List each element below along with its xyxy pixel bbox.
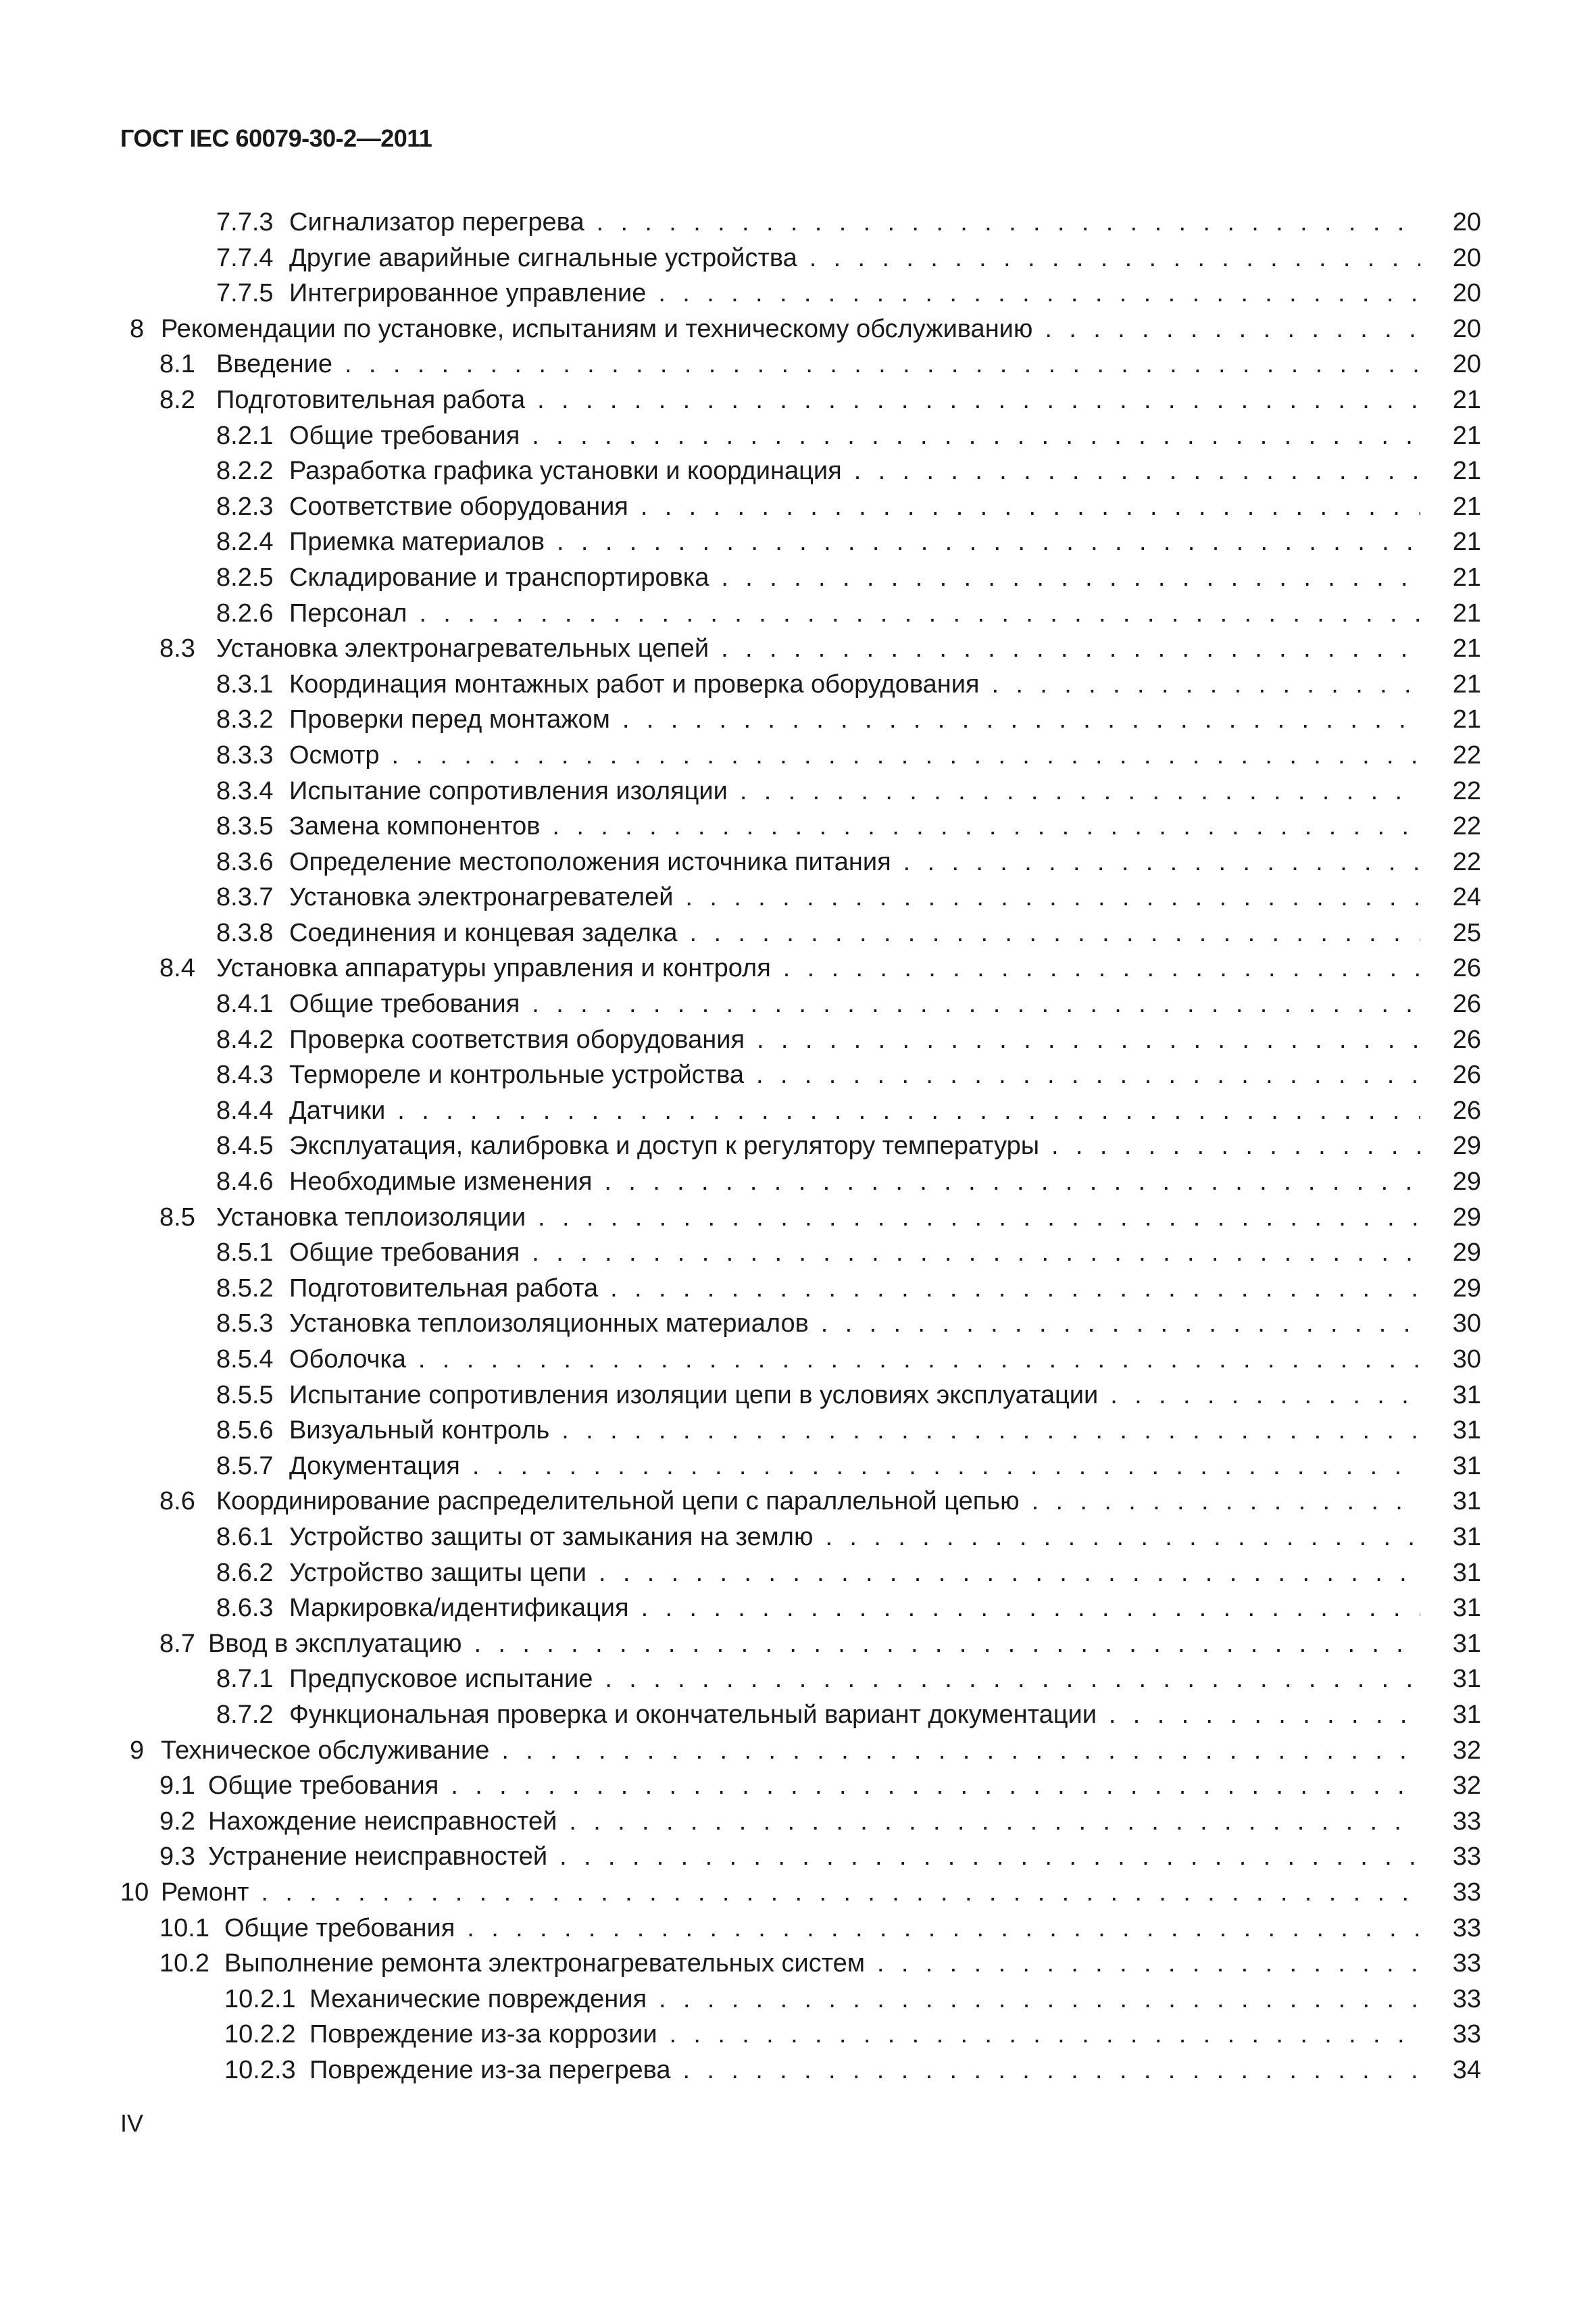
toc-section-title: Общие требования . . . — [289, 418, 1420, 454]
toc-row[interactable] — [115, 845, 1481, 880]
toc-section-number: 8.2.1 — [216, 421, 274, 450]
toc-section-title: Испытание сопротивления изоляции цепи в условиях эксплуатации . . . — [289, 1378, 1420, 1413]
toc-section-title: Повреждение из-за коррозии . . . — [309, 2017, 1420, 2053]
toc-section-title: Маркировка/идентификация . . . — [289, 1590, 1420, 1626]
toc-row[interactable] — [115, 1733, 1481, 1769]
toc-section-number: 8.4.3 — [216, 1061, 274, 1090]
toc-page-number: 31 — [1452, 1451, 1481, 1480]
toc-section-number: 8.4.4 — [216, 1096, 274, 1125]
toc-section-number: 8.5.2 — [216, 1274, 274, 1303]
toc-page-number: 22 — [1452, 776, 1481, 805]
toc-section-number: 8.4.6 — [216, 1167, 274, 1197]
toc-section-title: Подготовительная работа . . . — [289, 1271, 1420, 1307]
toc-page-number: 25 — [1452, 918, 1481, 947]
toc-row[interactable] — [115, 1093, 1481, 1129]
toc-row[interactable] — [115, 1626, 1481, 1662]
toc-page-number: 33 — [1452, 1984, 1481, 2013]
toc-section-title: Оболочка . . . — [289, 1342, 1420, 1378]
toc-row[interactable] — [115, 2017, 1481, 2053]
toc-row[interactable] — [115, 809, 1481, 845]
toc-page-number: 30 — [1452, 1345, 1481, 1374]
toc-page-number: 21 — [1452, 528, 1481, 557]
toc-row[interactable] — [115, 1875, 1481, 1911]
toc-page-number: 26 — [1452, 1061, 1481, 1090]
toc-section-title: Установка теплоизоляционных материалов . . . — [289, 1306, 1420, 1342]
toc-row[interactable] — [115, 738, 1481, 774]
toc-page-number: 21 — [1452, 563, 1481, 592]
toc-row[interactable] — [115, 1555, 1481, 1591]
toc-section-title: Предпусковое испытание . . . — [289, 1661, 1420, 1697]
toc-section-title: Повреждение из-за перегрева . . . — [309, 2053, 1420, 2088]
toc-row[interactable] — [115, 524, 1481, 560]
toc-row[interactable] — [115, 1946, 1481, 1982]
toc-section-number: 7.7.4 — [216, 243, 274, 272]
toc-row[interactable] — [115, 1306, 1481, 1342]
toc-row[interactable] — [115, 951, 1481, 986]
toc-section-title: Рекомендации по установке, испытаниям и техническому обслуживанию . . . — [161, 311, 1420, 347]
toc-section-title: Соединения и концевая заделка . . . — [289, 915, 1420, 951]
toc-section-number: 8.7.1 — [216, 1665, 274, 1694]
toc-section-number: 7.7.3 — [216, 208, 274, 236]
toc-row[interactable] — [115, 702, 1481, 738]
toc-row[interactable] — [115, 1235, 1481, 1271]
toc-page-number: 31 — [1452, 1522, 1481, 1551]
toc-page-number: 29 — [1452, 1167, 1481, 1197]
toc-page-number: 31 — [1452, 1380, 1481, 1409]
toc-page-number: 29 — [1452, 1203, 1481, 1232]
toc-section-title: Установка электронагревателей . . . — [289, 880, 1420, 915]
toc-section-number: 8.3.1 — [216, 670, 274, 699]
toc-section-title: Необходимые изменения . . . — [289, 1164, 1420, 1200]
toc-section-number: 8.6.3 — [216, 1594, 274, 1623]
toc-row[interactable] — [115, 1519, 1481, 1555]
toc-section-title: Нахождение неисправностей . . . — [208, 1804, 1420, 1840]
toc-section-title: Механические повреждения . . . — [309, 1982, 1420, 2017]
toc-row[interactable] — [115, 1911, 1481, 1946]
toc-section-number: 8.3.4 — [216, 776, 274, 805]
toc-section-title: Датчики . . . — [289, 1093, 1420, 1129]
toc-row[interactable] — [115, 667, 1481, 703]
toc-page-number: 21 — [1452, 670, 1481, 699]
toc-row[interactable] — [115, 1449, 1481, 1484]
toc-section-number: 8.2.5 — [216, 563, 274, 592]
toc-row[interactable] — [115, 205, 1481, 241]
toc-section-number: 8.3 — [159, 634, 195, 663]
toc-section-title: Разработка графика установки и координация . . . — [289, 453, 1420, 489]
toc-row[interactable] — [115, 276, 1481, 311]
toc-section-number: 8.3.7 — [216, 883, 274, 912]
toc-section-title: Общие требования . . . — [224, 1911, 1420, 1946]
toc-page-number: 20 — [1452, 350, 1481, 379]
page-number: IV — [120, 2109, 144, 2137]
toc-section-number: 8.6.1 — [216, 1522, 274, 1551]
toc-row[interactable] — [115, 347, 1481, 382]
toc-row[interactable] — [115, 1697, 1481, 1733]
toc-section-number: 8.1 — [159, 350, 195, 379]
toc-section-title: Проверка соответствия оборудования . . . — [289, 1022, 1420, 1058]
toc-row[interactable] — [115, 1200, 1481, 1236]
toc-row[interactable] — [115, 1057, 1481, 1093]
toc-page-number: 21 — [1452, 457, 1481, 486]
toc-page-number: 31 — [1452, 1629, 1481, 1658]
toc-page-number: 32 — [1452, 1736, 1481, 1765]
toc-section-number: 8.5.1 — [216, 1238, 274, 1267]
toc-section-number: 8.3.2 — [216, 705, 274, 734]
toc-page-number: 33 — [1452, 1878, 1481, 1907]
toc-row[interactable] — [115, 241, 1481, 276]
toc-section-title: Установка теплоизоляции . . . — [216, 1200, 1420, 1236]
toc-page-number: 21 — [1452, 634, 1481, 663]
toc-row[interactable] — [115, 1590, 1481, 1626]
toc-row[interactable] — [115, 1342, 1481, 1378]
toc-section-title: Подготовительная работа . . . — [216, 382, 1420, 418]
toc-section-title: Ремонт . . . — [161, 1875, 1420, 1911]
toc-section-number: 8.5.5 — [216, 1380, 274, 1409]
toc-section-title: Общие требования . . . — [289, 1235, 1420, 1271]
toc-section-title: Устройство защиты цепи . . . — [289, 1555, 1420, 1591]
toc-page-number: 29 — [1452, 1274, 1481, 1303]
toc-section-title: Персонал . . . — [289, 596, 1420, 632]
toc-section-number: 8.5 — [159, 1203, 195, 1232]
toc-page-number: 20 — [1452, 243, 1481, 272]
toc-page-number: 21 — [1452, 705, 1481, 734]
toc-section-number: 9 — [130, 1736, 145, 1765]
toc-section-number: 8.4.2 — [216, 1025, 274, 1054]
toc-row[interactable] — [115, 1128, 1481, 1164]
toc-row[interactable] — [115, 560, 1481, 596]
toc-section-number: 8.2.3 — [216, 492, 274, 521]
toc-page-number: 22 — [1452, 812, 1481, 841]
toc-section-title: Функциональная проверка и окончательный вариант документации . . . — [289, 1697, 1420, 1733]
toc-section-number: 9.3 — [159, 1842, 195, 1871]
toc-section-number: 8.5.3 — [216, 1309, 274, 1338]
toc-row[interactable] — [115, 596, 1481, 632]
toc-page-number: 31 — [1452, 1594, 1481, 1623]
toc-page-number: 34 — [1452, 2055, 1481, 2084]
toc-section-number: 8.2.4 — [216, 528, 274, 557]
toc-section-number: 8.3.5 — [216, 812, 274, 841]
toc-page-number: 26 — [1452, 1025, 1481, 1054]
toc-page-number: 29 — [1452, 1132, 1481, 1161]
toc-section-title: Координация монтажных работ и проверка оборудования . . . — [289, 667, 1420, 703]
toc-page-number: 33 — [1452, 2020, 1481, 2049]
toc-section-title: Координирование распределительной цепи с параллельной цепью . . . — [216, 1484, 1420, 1519]
toc-section-number: 8.4.1 — [216, 990, 274, 1019]
toc-section-title: Термореле и контрольные устройства . . . — [289, 1057, 1420, 1093]
toc-page-number: 22 — [1452, 740, 1481, 770]
toc-page-number: 33 — [1452, 1842, 1481, 1871]
toc-section-number: 8.4.5 — [216, 1132, 274, 1161]
toc-section-title: Складирование и транспортировка . . . — [289, 560, 1420, 596]
toc-section-number: 8.3.8 — [216, 918, 274, 947]
toc-section-number: 8.7.2 — [216, 1700, 274, 1729]
toc-page-number: 29 — [1452, 1238, 1481, 1267]
toc-section-number: 10.1 — [159, 1913, 209, 1942]
toc-section-number: 8.7 — [159, 1629, 195, 1658]
toc-section-title: Ввод в эксплуатацию . . . — [208, 1626, 1420, 1662]
toc-section-number: 10.2 — [159, 1949, 209, 1978]
toc-page-number: 31 — [1452, 1700, 1481, 1729]
toc-page-number: 20 — [1452, 208, 1481, 236]
document-header: ГОСТ IEC 60079-30-2—2011 — [120, 124, 432, 152]
toc-row[interactable] — [115, 631, 1481, 667]
toc-section-number: 9.1 — [159, 1771, 195, 1801]
toc-row[interactable] — [115, 1484, 1481, 1519]
toc-row[interactable] — [115, 1022, 1481, 1058]
toc-section-number: 8.4 — [159, 954, 195, 983]
toc-section-number: 10.2.3 — [224, 2055, 296, 2084]
toc-row[interactable] — [115, 1839, 1481, 1875]
toc-section-title: Эксплуатация, калибровка и доступ к регулятору температуры . . . — [289, 1128, 1420, 1164]
toc-page-number: 21 — [1452, 492, 1481, 521]
toc-row[interactable] — [115, 418, 1481, 454]
toc-row[interactable] — [115, 1661, 1481, 1697]
toc-section-title: Устранение неисправностей . . . — [208, 1839, 1420, 1875]
toc-page-number: 33 — [1452, 1913, 1481, 1942]
toc-row[interactable] — [115, 1768, 1481, 1804]
toc-page-number: 24 — [1452, 883, 1481, 912]
toc-section-number: 8.5.6 — [216, 1416, 274, 1445]
toc-page-number: 31 — [1452, 1416, 1481, 1445]
toc-row[interactable] — [115, 915, 1481, 951]
toc-row[interactable] — [115, 382, 1481, 418]
toc-section-title: Осмотр . . . — [289, 738, 1420, 774]
toc-page-number: 30 — [1452, 1309, 1481, 1338]
toc-page-number: 20 — [1452, 314, 1481, 343]
toc-row[interactable] — [115, 2053, 1481, 2088]
toc-section-title: Установка электронагревательных цепей . . . — [216, 631, 1420, 667]
toc-section-title: Соответствие оборудования . . . — [289, 489, 1420, 525]
toc-page-number: 31 — [1452, 1665, 1481, 1694]
toc-section-number: 8.5.4 — [216, 1345, 274, 1374]
toc-row[interactable] — [115, 1413, 1481, 1449]
toc-page-number: 21 — [1452, 385, 1481, 414]
toc-section-number: 8.6.2 — [216, 1558, 274, 1587]
toc-section-title: Интегрированное управление . . . — [289, 276, 1420, 311]
toc-section-number: 10.2.1 — [224, 1984, 296, 2013]
toc-section-title: Испытание сопротивления изоляции . . . — [289, 774, 1420, 809]
toc-section-number: 10.2.2 — [224, 2020, 296, 2049]
toc-section-title: Сигнализатор перегрева . . . — [289, 205, 1420, 241]
toc-page-number: 26 — [1452, 990, 1481, 1019]
toc-section-title: Общие требования . . . — [208, 1768, 1420, 1804]
toc-row[interactable] — [115, 986, 1481, 1022]
toc-section-number: 9.2 — [159, 1807, 195, 1836]
toc-row[interactable] — [115, 1982, 1481, 2017]
toc-section-title: Установка аппаратуры управления и контроля . . . — [216, 951, 1420, 986]
toc-page-number: 21 — [1452, 599, 1481, 628]
toc-row[interactable] — [115, 489, 1481, 525]
toc-section-title: Приемка материалов . . . — [289, 524, 1420, 560]
toc-page-number: 26 — [1452, 1096, 1481, 1125]
toc-section-title: Другие аварийные сигнальные устройства . . . — [289, 241, 1420, 276]
toc-section-number: 8.6 — [159, 1487, 195, 1516]
toc-page-number: 22 — [1452, 847, 1481, 876]
toc-section-number: 10 — [120, 1878, 149, 1907]
toc-page-number: 32 — [1452, 1771, 1481, 1801]
toc-row[interactable] — [115, 1378, 1481, 1413]
toc-section-title: Выполнение ремонта электронагревательных систем . . . — [224, 1946, 1420, 1982]
toc-page-number: 33 — [1452, 1949, 1481, 1978]
table-of-contents — [115, 205, 1481, 2088]
toc-row[interactable] — [115, 774, 1481, 809]
toc-section-title: Общие требования . . . — [289, 986, 1420, 1022]
toc-section-title: Введение . . . — [216, 347, 1420, 382]
toc-section-number: 8.2 — [159, 385, 195, 414]
toc-row[interactable] — [115, 1271, 1481, 1307]
toc-row[interactable] — [115, 1164, 1481, 1200]
toc-row[interactable] — [115, 1804, 1481, 1840]
toc-section-number: 8 — [130, 314, 145, 343]
toc-section-title: Документация . . . — [289, 1449, 1420, 1484]
toc-section-number: 8.3.6 — [216, 847, 274, 876]
toc-section-title: Устройство защиты от замыкания на землю . . . — [289, 1519, 1420, 1555]
toc-section-number: 8.2.2 — [216, 457, 274, 486]
toc-section-number: 7.7.5 — [216, 279, 274, 308]
toc-section-number: 8.2.6 — [216, 599, 274, 628]
toc-page-number: 31 — [1452, 1558, 1481, 1587]
toc-row[interactable] — [115, 880, 1481, 915]
toc-section-title: Техническое обслуживание . . . — [161, 1733, 1420, 1769]
toc-section-title: Определение местоположения источника питания . . . — [289, 845, 1420, 880]
toc-section-number: 8.5.7 — [216, 1451, 274, 1480]
toc-section-number: 8.3.3 — [216, 740, 274, 770]
toc-section-title: Проверки перед монтажом . . . — [289, 702, 1420, 738]
toc-section-title: Замена компонентов . . . — [289, 809, 1420, 845]
toc-page-number: 26 — [1452, 954, 1481, 983]
toc-page-number: 20 — [1452, 279, 1481, 308]
toc-page-number: 21 — [1452, 421, 1481, 450]
toc-page-number: 33 — [1452, 1807, 1481, 1836]
toc-page-number: 31 — [1452, 1487, 1481, 1516]
toc-row[interactable] — [115, 453, 1481, 489]
toc-row[interactable] — [115, 311, 1481, 347]
toc-section-title: Визуальный контроль . . . — [289, 1413, 1420, 1449]
